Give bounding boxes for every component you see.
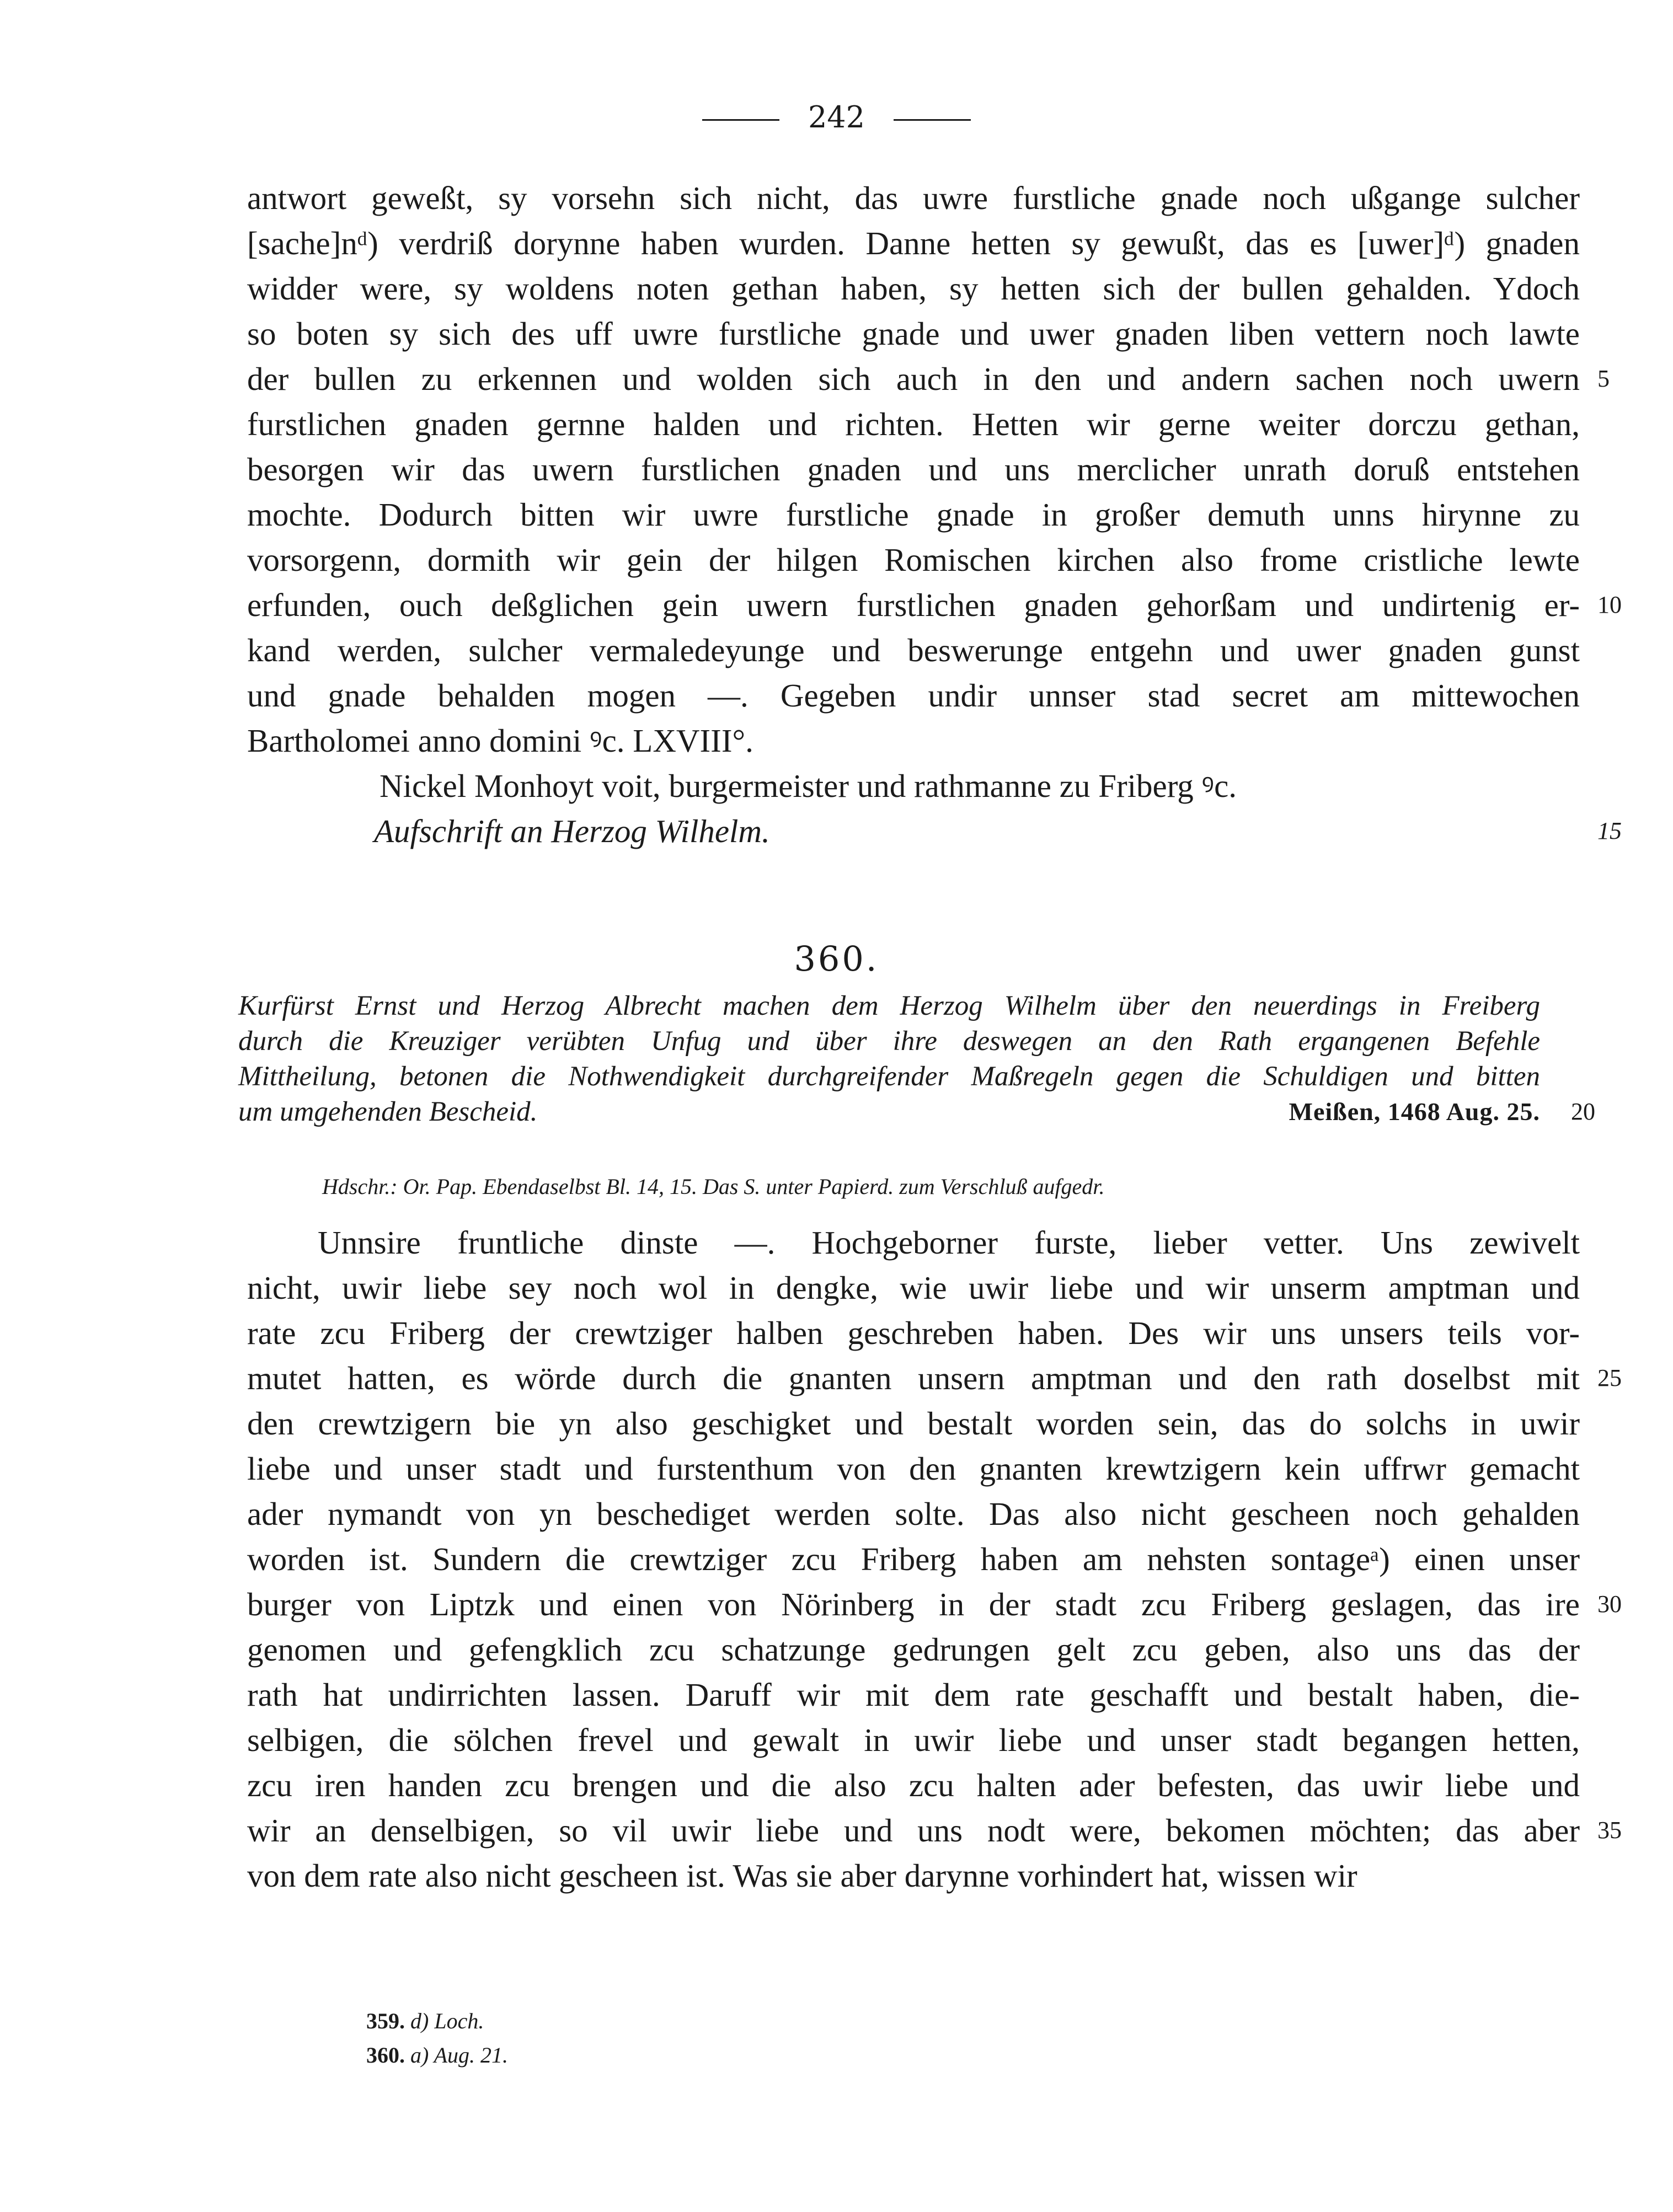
text-line <box>247 1446 1580 1491</box>
text-line <box>247 1582 1622 1627</box>
header-rule-right <box>894 119 971 121</box>
line-text: widder were, sy woldens noten gethan haben, sy hetten sich der bullen gehalden. Ydoch <box>247 270 1580 307</box>
footnote-text: a) Aug. 21. <box>410 2043 509 2068</box>
line-text: so boten sy sich des uff uwre furstliche gnade und uwer gnaden liben vettern noch lawte <box>247 315 1580 352</box>
summary-line-text: um umgehenden Bescheid. <box>238 1096 538 1127</box>
text-line <box>247 718 1580 763</box>
line-text: von dem rate also nicht gescheen ist. Was sie aber darynne vorhindert hat, wissen wir <box>247 1857 1357 1894</box>
line-text: der bullen zu erkennen und wolden sich auch in den und andern sachen noch uwern <box>247 361 1580 397</box>
text-line <box>247 1763 1580 1808</box>
footnote-text: d) Loch. <box>410 2009 484 2033</box>
footnote <box>366 2004 508 2038</box>
text-line <box>247 1536 1580 1582</box>
footnote-ref: 359. <box>366 2009 405 2033</box>
line-text: vorsorgenn, dormith wir gein der hilgen Romischen kirchen also frome cristliche lewte <box>247 542 1580 578</box>
header-rule-left <box>702 119 779 121</box>
line-text: burger von Liptzk und einen von Nörinberg in der stadt zcu Friberg geslagen, das ire <box>247 1586 1580 1622</box>
text-line <box>247 401 1580 447</box>
closing-block <box>247 763 1622 854</box>
text-line <box>247 266 1580 311</box>
line-text: mochte. Dodurch bitten wir uwre furstliche gnade in großer demuth unns hirynne zu <box>247 496 1580 533</box>
text-line <box>247 356 1610 401</box>
text-line <box>247 673 1580 718</box>
text-line <box>247 1627 1580 1672</box>
line-text: und gnade behalden mogen —. Gegeben undir unnser stad secret am mittewochen <box>247 677 1580 714</box>
summary-line: Kurfürst Ernst und Herzog Albrecht machen dem Herzog Wilhelm über den neuerdings in Freiberg <box>238 990 1540 1021</box>
line-text: rate zcu Friberg der crewtziger halben geschreben haben. Des wir uns unsers teils vor- <box>247 1315 1580 1351</box>
line-text: besorgen wir das uwern furstlichen gnaden und uns merclicher unrath doruß entstehen <box>247 451 1580 488</box>
text-line <box>247 1672 1580 1717</box>
text-line <box>247 1717 1580 1763</box>
text-line <box>247 1356 1622 1401</box>
line-text: den crewtzigern bie yn also geschigket und bestalt worden sein, das do solchs in uwir <box>247 1405 1580 1442</box>
place-date: Meißen, 1468 Aug. 25. <box>1289 1097 1540 1126</box>
text-line <box>247 537 1580 582</box>
text-line <box>247 492 1580 537</box>
line-text: mutet hatten, es wörde durch die gnanten unsern amptman und den rath doselbst mit <box>247 1360 1580 1396</box>
line-number: 25 <box>1597 1364 1622 1391</box>
line-text: kand werden, sulcher vermaledeyunge und beswerunge entgehn und uwer gnaden gunst <box>247 632 1580 668</box>
text-line <box>247 221 1580 266</box>
text-line <box>247 1808 1622 1853</box>
address-line <box>247 808 1622 854</box>
line-number: 35 <box>1597 1817 1622 1844</box>
text-line <box>247 447 1580 492</box>
line-text: Unnsire fruntliche dinste —. Hochgeborner furste, lieber vetter. Uns zewivelt <box>318 1224 1580 1261</box>
footnote <box>366 2038 508 2072</box>
line-text: selbigen, die sölchen frevel und gewalt in uwir liebe und unser stadt begangen hetten, <box>247 1722 1580 1758</box>
line-number: 20 <box>1571 1098 1595 1125</box>
line-text: ader nymandt von yn beschediget werden solte. Das also nicht gescheen noch gehalden <box>247 1496 1580 1532</box>
text-line <box>247 628 1580 673</box>
line-text: liebe und unser stadt und furstenthum von den gnanten krewtzigern kein uffrwr gemacht <box>247 1450 1580 1487</box>
summary-line-last <box>238 1094 1595 1129</box>
page-number: 242 <box>808 100 865 135</box>
text-line <box>247 1401 1580 1446</box>
text-line <box>247 1265 1580 1310</box>
footnote-ref: 360. <box>366 2043 405 2068</box>
text-line <box>247 1491 1580 1536</box>
text-line <box>247 582 1622 628</box>
summary-line: Mittheilung, betonen die Nothwendigkeit durchgreifender Maßregeln gegen die Schuldigen und bitten <box>238 1061 1540 1092</box>
previous-document-text <box>247 175 1622 763</box>
line-text: Bartholomei anno domini ꝰc. LXVIII°. <box>247 722 753 759</box>
line-text: zcu iren handen zcu brengen und die also zcu halten ader befesten, das uwir liebe und <box>247 1767 1580 1803</box>
line-text: rath hat undirrichten lassen. Daruff wir mit dem rate geschafft und bestalt haben, die- <box>247 1677 1580 1713</box>
footnotes <box>366 2004 508 2072</box>
signature-line: Nickel Monhoyt voit, burgermeister und rathmanne zu Friberg ꝰc. <box>380 768 1237 804</box>
source-note: Hdschr.: Or. Pap. Ebendaselbst Bl. 14, 15. Das S. unter Papierd. zum Verschluß aufgedr. <box>322 1174 1105 1199</box>
line-text: antwort geweßt, sy vorsehn sich nicht, das uwre furstliche gnade noch ußgange sulcher <box>247 180 1580 216</box>
line-text: [sache]nᵈ) verdriß dorynne haben wurden. Danne hetten sy gewußt, das es [uwer]ᵈ) gnaden <box>247 225 1580 261</box>
line-text: erfunden, ouch deßglichen gein uwern furstlichen gnaden gehorßam und undirtenig er- <box>247 587 1580 623</box>
document-number: 360. <box>794 939 879 979</box>
text-line <box>247 1853 1580 1898</box>
page-header <box>0 98 1673 137</box>
text-line <box>247 175 1580 221</box>
line-number: 10 <box>1597 591 1622 618</box>
text-line <box>247 1220 1580 1265</box>
line-text: nicht, uwir liebe sey noch wol in dengke, wie uwir liebe und wir unserm amptman und <box>247 1270 1580 1306</box>
text-line <box>247 311 1580 356</box>
summary-line: durch die Kreuziger verübten Unfug und über ihre deswegen an den Rath ergangenen Befehle <box>238 1026 1540 1057</box>
document-summary <box>238 988 1595 1129</box>
line-text: furstlichen gnaden gernne halden und richten. Hetten wir gerne weiter dorczu gethan, <box>247 406 1580 442</box>
line-number: 15 <box>1597 817 1622 844</box>
line-number: 5 <box>1597 365 1610 392</box>
document-text <box>247 1220 1622 1898</box>
text-line <box>247 1310 1580 1356</box>
line-number: 30 <box>1597 1590 1622 1618</box>
line-text: worden ist. Sundern die crewtziger zcu Friberg haben am nehsten sontageᵃ) einen unser <box>247 1541 1580 1577</box>
line-text: wir an denselbigen, so vil uwir liebe und uns nodt were, bekomen möchten; das aber <box>247 1812 1580 1849</box>
address-text: Aufschrift an Herzog Wilhelm. <box>374 813 770 849</box>
line-text: genomen und gefengklich zcu schatzunge gedrungen gelt zcu geben, also uns das der <box>247 1631 1580 1668</box>
